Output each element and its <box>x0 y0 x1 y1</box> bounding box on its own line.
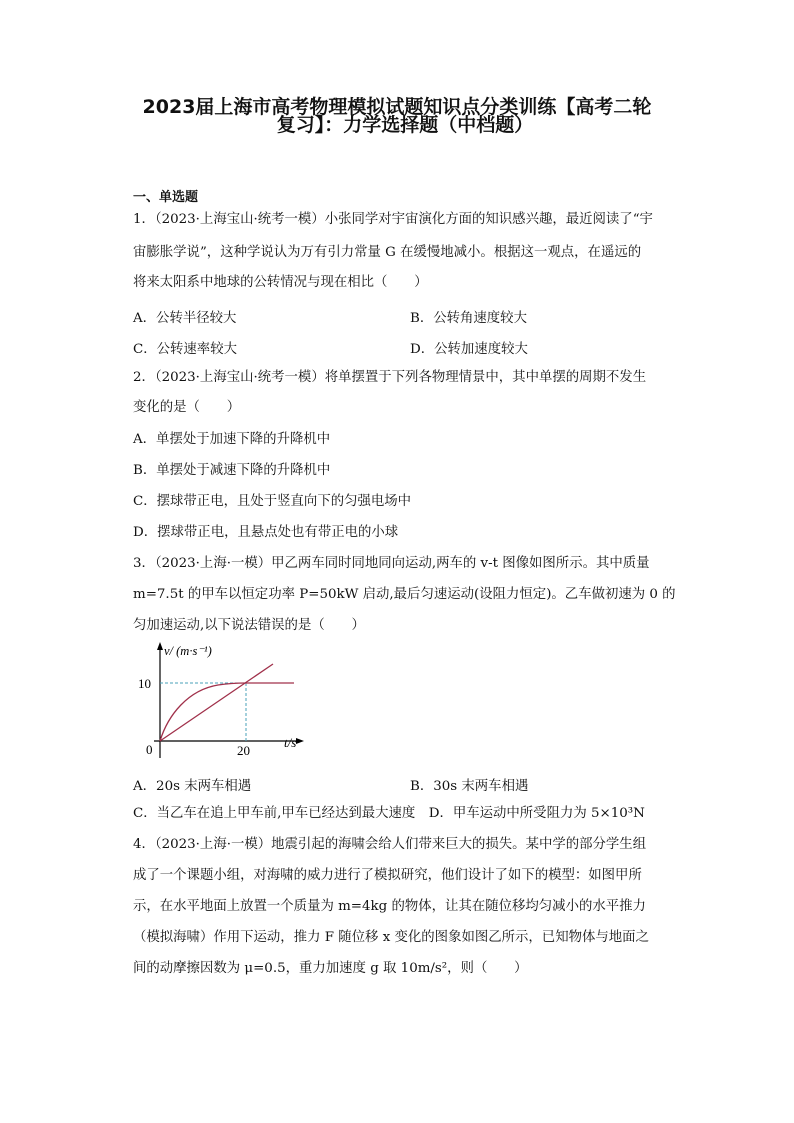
x-tick-label: 20 <box>237 743 250 758</box>
car-yi-line <box>160 664 273 741</box>
y-axis-arrow <box>157 642 163 650</box>
q4-line-1: 4．（2023·上海·一模）地震引起的海啸会给人们带来巨大的损失。某中学的部分学生组 <box>133 837 647 852</box>
q3-option-a: A．20s 末两车相遇 <box>133 779 252 794</box>
x-axis-label: t/s <box>284 735 297 750</box>
car-jia-curve <box>160 683 294 741</box>
q3-option-cd: C．当乙车在追上甲车前,甲车已经达到最大速度 D．甲车运动中所受阻力为 5×10³N <box>133 806 645 821</box>
q2-option-d: D．摆球带正电，且悬点处也有带正电的小球 <box>133 525 399 540</box>
q1-line-3: 将来太阳系中地球的公转情况与现在相比（ ） <box>133 275 428 290</box>
q4-line-4: （模拟海啸）作用下运动，推力 F 随位移 x 变化的图象如图乙所示，已知物体与地面之 <box>133 930 649 945</box>
q1-line-2: 宙膨胀学说”，这种学说认为万有引力常量 G 在缓慢地减小。根据这一观点，在遥远的 <box>133 245 642 260</box>
q1-option-d: D．公转加速度较大 <box>410 342 528 357</box>
q4-line-5: 间的动摩擦因数为 μ=0.5，重力加速度 g 取 10m/s²，则（ ） <box>133 961 528 976</box>
q3-line-1: 3．（2023·上海·一模）甲乙两车同时同地同向运动,两车的 v-t 图像如图所示。其中质量 <box>133 556 650 571</box>
q4-line-2: 成了一个课题小组，对海啸的威力进行了模拟研究，他们设计了如下的模型：如图甲所 <box>133 868 642 883</box>
q2-line-2: 变化的是（ ） <box>133 400 241 415</box>
page-title-line-2: 复习】：力学选择题（中档题） <box>276 114 534 136</box>
page-title-line-1: 2023届上海市高考物理模拟试题知识点分类训练【高考二轮 <box>142 96 652 118</box>
q3-option-b: B．30s 末两车相遇 <box>410 779 529 794</box>
q2-option-a: A．单摆处于加速下降的升降机中 <box>133 432 331 447</box>
q2-option-c: C．摆球带正电，且处于竖直向下的匀强电场中 <box>133 494 412 509</box>
y-axis-label: v/ (m·s⁻¹) <box>164 644 212 658</box>
q4-line-3: 示，在水平地面上放置一个质量为 m=4kg 的物体，让其在随位移均匀减小的水平推力 <box>133 899 646 914</box>
q2-option-b: B．单摆处于减速下降的升降机中 <box>133 463 331 478</box>
vt-graph <box>128 640 308 765</box>
q2-line-1: 2．（2023·上海宝山·统考一模）将单摆置于下列各物理情景中，其中单摆的周期不发生 <box>133 370 647 385</box>
q1-option-b: B．公转角速度较大 <box>410 311 527 326</box>
q3-line-2: m=7.5t 的甲车以恒定功率 P=50kW 启动,最后匀速运动(设阻力恒定)。乙车做初速为 0 的 <box>133 587 676 602</box>
y-tick-label: 10 <box>138 676 151 691</box>
x-axis-arrow <box>296 738 304 744</box>
q1-option-c: C．公转速率较大 <box>133 342 237 357</box>
origin-label: 0 <box>146 742 153 757</box>
q3-line-3: 匀加速运动,以下说法错误的是（ ） <box>133 618 365 633</box>
q1-line-1: 1．（2023·上海宝山·统考一模）小张同学对宇宙演化方面的知识感兴趣，最近阅读了“宇 <box>133 212 653 227</box>
q1-option-a: A．公转半径较大 <box>133 311 237 326</box>
section-heading: 一、单选题 <box>133 190 199 205</box>
